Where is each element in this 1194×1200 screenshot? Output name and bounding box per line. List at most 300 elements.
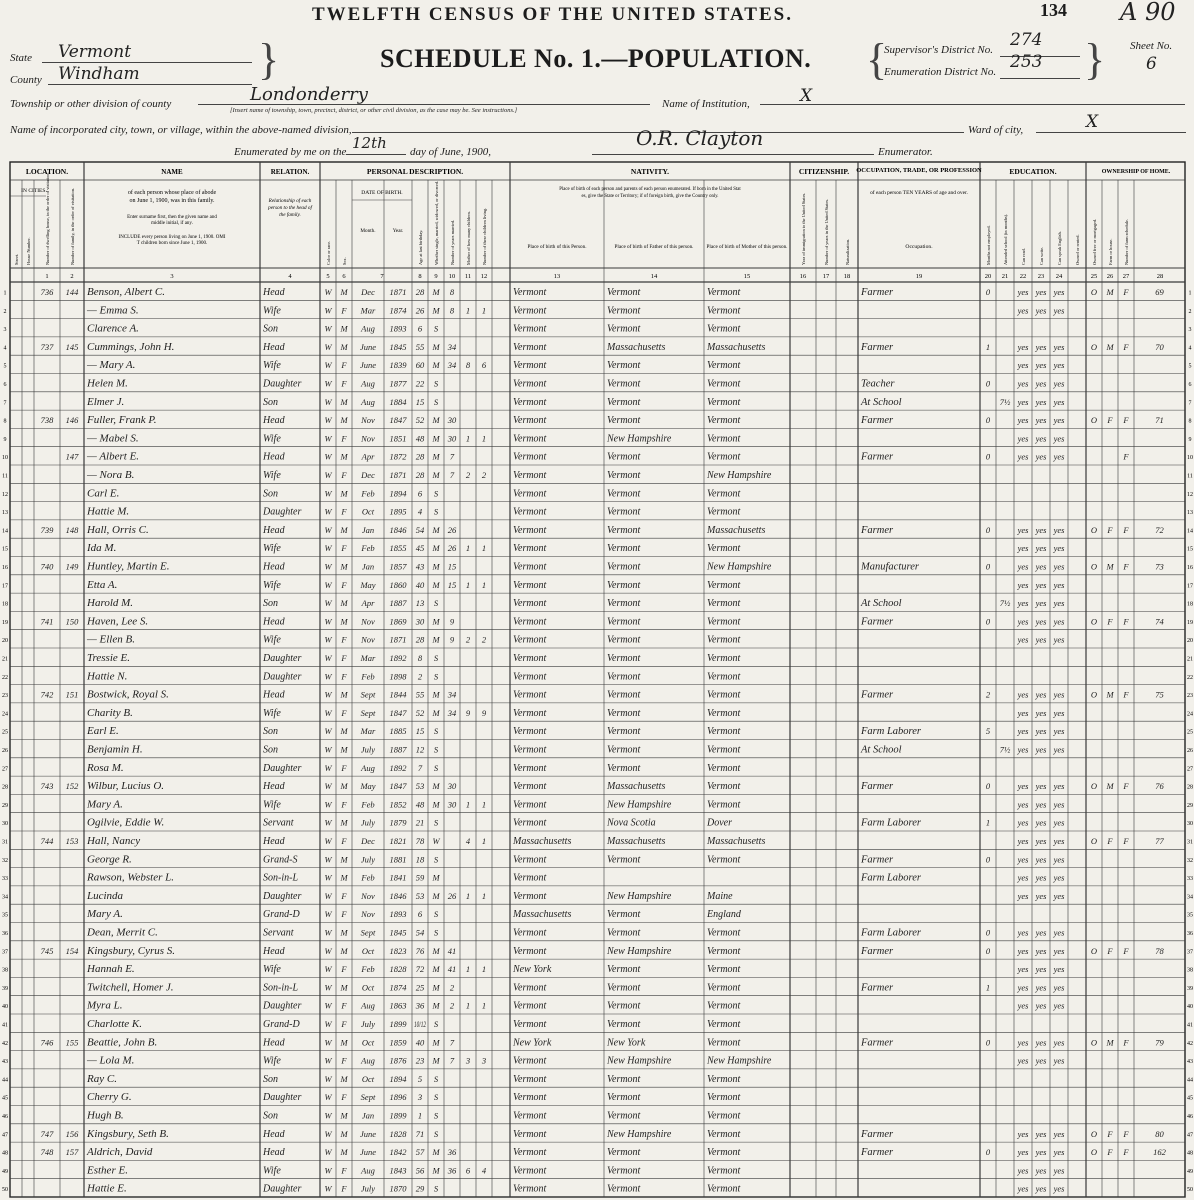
cell-sex: M [340,927,348,938]
cell-rel: Wife [263,543,281,555]
cell-dw: 736 [40,287,54,297]
cell-mar: M [432,634,440,645]
table-row [86,927,1065,939]
cell-en: yes [1053,744,1065,755]
row-number-right: 9 [1188,436,1192,443]
table-row [86,908,742,920]
cell-occ: Farmer [861,524,894,536]
cell-ym: 30 [447,781,457,792]
header-immigration: Year of immigration to the United States. [801,192,806,265]
cell-yr: 1899 [389,1019,407,1029]
cell-rel: Wife [263,634,281,646]
name-note-2b: T children born since June 1, 1900. [136,241,208,246]
cell-fm: M [1106,689,1114,700]
cell-mar: M [432,982,440,993]
cell-fh: F [1123,561,1129,572]
cell-wr: yes [1035,543,1047,554]
row-number-left: 42 [2,1040,8,1047]
cell-ch: 8 [465,360,471,371]
cell-wr: yes [1035,726,1047,737]
cell-mon: Feb [361,671,375,682]
cell-en: yes [1053,396,1065,407]
cell-rd: yes [1017,433,1029,444]
cell-yr: 1874 [389,982,407,993]
cell-fs: 74 [1155,616,1164,627]
cell-ym: 7 [449,470,455,480]
enumerated-label: Enumerated by me on the [234,146,347,158]
table-frame [10,162,1185,1197]
cell-mu: 0 [985,927,991,938]
cell-cl: 1 [481,433,487,444]
cell-pob: Vermont [513,1183,547,1195]
cell-mpob: Vermont [707,781,741,793]
cell-mar: M [432,561,440,572]
cell-fh: F [1123,689,1129,700]
cell-rd: yes [1017,799,1029,810]
cell-mar: S [433,1092,439,1103]
cell-sex: F [341,1165,347,1176]
page-letter: A 90 [1120,0,1176,26]
cell-ch: 1 [465,305,471,316]
cell-fpob: Vermont [607,415,641,427]
cell-fpob: Vermont [607,854,641,866]
cell-rd: yes [1017,945,1029,956]
cell-en: yes [1053,1128,1065,1139]
cell-mar: S [433,762,439,773]
cell-name: Clarence A. [87,322,139,335]
cell-sex: M [340,488,348,499]
row-number-left: 34 [2,894,8,901]
cell-mpob: England [707,909,741,921]
cell-occ: Farm Laborer [861,872,921,884]
column-number: 11 [464,273,472,280]
cell-col: W [324,1073,332,1084]
cell-sex: M [340,524,348,535]
cell-fm: F [1107,616,1113,627]
cell-ym: 15 [447,561,457,572]
cell-pob: Vermont [513,488,547,500]
cell-age: 48 [415,799,425,810]
row-number-left: 35 [2,912,8,919]
cell-rel: Wife [263,579,281,591]
cell-rel: Son [263,1073,278,1085]
column-number: 17 [822,273,830,280]
cell-sex: F [341,579,347,590]
cell-mar: M [432,360,440,371]
cell-sex: M [340,982,348,993]
cell-fpob: New York [607,1037,646,1049]
cell-name: Ida M. [87,542,117,555]
row-number-right: 38 [1187,967,1193,974]
cell-name: Wilbur, Lucius O. [87,780,165,793]
cell-mar: S [433,744,439,755]
cell-occ: Farmer [861,451,894,463]
cell-rd: yes [1017,341,1029,352]
cell-mon: Sept [360,689,376,700]
cell-age: 40 [415,579,425,590]
cell-occ: Farmer [861,945,894,957]
row-number-left: 48 [2,1150,8,1157]
name-desc-2: on June 1, 1900, was in this family. [129,198,215,204]
table-row [41,414,1164,426]
relation-desc-0: Relationship of each [268,198,312,204]
column-number: 8 [418,273,422,280]
cell-mu: 1 [985,817,991,828]
cell-pob: Vermont [513,762,547,774]
cell-occ: Manufacturer [861,561,919,573]
cell-col: W [324,488,332,499]
cell-fpob: Vermont [607,488,641,500]
cell-mon: Oct [361,982,375,993]
cell-wr: yes [1035,287,1047,297]
cell-mon: July [360,1019,376,1029]
cell-fpob: Vermont [607,1092,641,1104]
cell-occ: Farmer [861,1128,894,1140]
cell-pob: Vermont [513,360,547,372]
cell-fs: 77 [1155,836,1164,846]
cell-mpob: Vermont [707,726,741,738]
cell-name: Hall, Orris C. [87,523,149,536]
cell-col: W [324,671,332,682]
row-number-left: 18 [2,601,8,608]
pob-mother-header: Place of birth of Mother of this person. [706,244,788,250]
cell-wr: yes [1035,1000,1047,1011]
table-row [87,817,1065,829]
cell-ym: 9 [449,634,455,645]
cell-rd: yes [1017,1000,1029,1011]
header-can-write: Can write. [1039,246,1044,265]
cell-wr: yes [1035,817,1047,828]
state-value: Vermont [58,42,132,62]
cell-age: 12 [415,744,425,755]
cell-name: Ray C. [87,1072,117,1085]
cell-pob: Vermont [513,524,547,536]
cell-name: Earl E. [87,725,119,738]
cell-col: W [324,378,332,389]
row-number-left: 43 [2,1059,8,1066]
cell-age: 8 [417,653,423,663]
column-number: 2 [70,273,74,280]
cell-pob: Vermont [513,671,547,683]
cell-fm: F [1107,524,1113,535]
cell-yr: 1879 [389,817,407,828]
cell-pob: Vermont [513,872,547,884]
row-number-left: 19 [2,619,8,626]
cell-pob: Vermont [513,689,547,701]
cell-mar: S [433,598,439,609]
cell-yr: 1876 [389,1055,407,1066]
cell-rel: Daughter [263,762,302,774]
cell-mar: S [433,909,439,920]
cell-ym: 36 [447,1165,457,1176]
row-number-right: 36 [1187,931,1193,937]
cell-mpob: Vermont [707,762,741,774]
cell-mar: M [432,433,440,444]
cell-mpob: Vermont [707,1165,741,1177]
cell-fam: 157 [65,1147,79,1158]
enumerator-label: Enumerator. [878,146,933,158]
cell-pob: Vermont [513,470,547,481]
header-brace-left: } [258,35,280,84]
cell-mar: S [433,506,439,517]
cell-name: Myra L. [87,999,123,1012]
cell-mar: M [432,781,440,792]
cell-own: O [1090,781,1098,792]
cell-mpob: New Hampshire [707,470,772,481]
cell-rd: yes [1017,689,1029,700]
sheet-label: Sheet No. [1130,40,1173,52]
cell-mar: M [432,287,440,297]
cell-fh: F [1123,836,1129,846]
row-number-left: 33 [2,876,8,883]
cell-en: yes [1053,1037,1065,1048]
cell-rel: Daughter [263,1183,302,1195]
sheet-value: 6 [1146,54,1157,74]
cell-mar: S [433,817,439,828]
cell-pob: Vermont [513,378,547,390]
cell-occ: Farmer [861,616,894,628]
name-note-2a: INCLUDE every person living on June 1, 1900. OMI [118,235,226,240]
cell-name: Hannah E. [87,963,135,976]
cell-col: W [324,781,332,792]
cell-rd: yes [1017,927,1029,938]
cell-name: Kingsbury, Cyrus S. [87,944,176,957]
cell-mar: S [433,323,439,334]
month-header: Month. [360,228,376,234]
row-number-left: 44 [2,1077,8,1084]
row-number-right: 34 [1187,894,1193,901]
cell-pob: Vermont [513,616,547,628]
cell-wr: yes [1035,451,1047,462]
cell-pob: Massachusetts [513,836,572,847]
table-row [86,506,741,518]
cell-yr: 1892 [389,653,407,663]
row-number-left: 14 [2,528,8,535]
row-number-left: 4 [3,345,7,352]
row-number-right: 21 [1187,656,1193,663]
cell-pob: Vermont [513,744,547,756]
cell-wr: yes [1035,561,1047,572]
cell-mpob: Vermont [707,451,741,463]
name-note-1a: Enter surname first, then the given name and [127,215,217,220]
cell-fpob: Vermont [607,305,641,317]
cell-fpob: Vermont [607,360,641,372]
cell-col: W [324,561,332,572]
cell-sex: M [340,616,348,627]
header-farm-house: Farm or house. [1108,238,1113,265]
cell-rel: Son [263,598,278,610]
cell-wr: yes [1035,1183,1047,1194]
cell-fpob: Vermont [607,287,641,298]
cell-mpob: Vermont [707,616,741,628]
cell-mpob: Vermont [707,287,741,298]
cell-age: 78 [415,836,425,846]
township-note: [Insert name of township, town, precinct, district, or other civil division, as the case may be. See instructions.] [230,107,518,114]
group-citizenship: CITIZENSHIP. [798,167,850,176]
cell-yr: 1893 [389,909,407,920]
cell-pob: Vermont [513,561,547,573]
row-number-left: 1 [3,290,7,297]
cell-sex: F [341,305,347,316]
cell-age: 54 [415,927,425,938]
row-number-left: 49 [2,1168,8,1175]
cell-fs: 72 [1155,524,1164,535]
cell-mon: Jan [361,1110,375,1121]
column-number: 9 [434,273,438,280]
cell-wr: yes [1035,1147,1047,1158]
cell-pob: Vermont [513,1073,547,1085]
row-number-right: 46 [1187,1114,1193,1120]
row-number-right: 3 [1188,327,1192,334]
column-number: 16 [799,273,807,280]
cell-pob: Vermont [513,415,547,427]
group-nativity: NATIVITY. [630,167,670,176]
cell-name: George R. [87,853,132,866]
table-row [86,963,1065,975]
page-number: 134 [1040,0,1067,20]
cell-mon: Aug [361,323,375,334]
cell-ch: 2 [465,470,471,480]
cell-mpob: Massachusetts [707,524,766,536]
table-row [86,1164,1065,1176]
cell-ym: 30 [447,433,457,444]
cell-age: 28 [415,287,425,297]
cell-ym: 7 [449,1037,455,1048]
cell-en: yes [1053,378,1065,389]
cell-fpob: Vermont [607,524,641,536]
cell-age: 71 [415,1128,425,1139]
cell-mon: Feb [361,872,375,883]
cell-sex: M [340,1110,348,1121]
cell-mar: S [433,488,439,499]
cell-mar: M [432,616,440,627]
cell-mon: May [360,579,376,590]
cell-age: 53 [415,890,425,901]
cell-mar: M [432,890,440,901]
cell-wr: yes [1035,707,1047,718]
cell-mon: Dec [361,836,375,846]
cell-rd: yes [1017,726,1029,737]
cell-rd: yes [1017,524,1029,535]
cell-fpob: Vermont [607,396,641,408]
cell-sex: M [340,872,348,883]
cell-dw: 740 [40,561,54,572]
cell-col: W [324,653,332,663]
cell-en: yes [1053,799,1065,810]
group-education: EDUCATION. [1009,167,1057,176]
cell-rel: Servant [263,817,294,829]
cell-age: 54 [415,524,425,535]
cell-fpob: Vermont [607,909,641,921]
cell-dw: 744 [40,836,54,846]
cell-yr: 1828 [389,1128,407,1139]
cell-mu: 2 [985,689,991,700]
pob-father-header: Place of birth of Father of this person. [614,244,694,250]
cell-age: 76 [415,945,425,956]
cell-mar: M [432,1055,440,1066]
cell-mar: M [432,689,440,700]
cell-pob: Vermont [513,781,547,793]
cell-age: 52 [415,415,425,426]
cell-ym: 30 [447,799,457,810]
cell-pob: Vermont [513,543,547,555]
cell-name: Lucinda [87,889,124,902]
cell-name: — Lola M. [87,1054,135,1067]
table-row [41,689,1164,701]
cell-yr: 1895 [389,506,407,517]
cell-mon: Apr [361,451,375,462]
cell-rd: yes [1017,598,1029,609]
cell-pob: Vermont [513,323,547,335]
cell-rel: Wife [263,433,281,445]
row-number-right: 47 [1187,1132,1193,1139]
cell-mu: 0 [985,781,991,792]
cell-sex: M [340,287,348,297]
column-number: 6 [342,273,346,280]
cell-ch: 1 [465,1000,471,1011]
cell-yr: 1898 [389,671,407,682]
cell-fpob: Massachusetts [607,341,666,353]
header-free-mortgaged: Owned free or mortgaged. [1092,218,1097,265]
cell-pob: Vermont [513,451,547,463]
cell-fpob: Vermont [607,1000,641,1012]
cell-yr: 1847 [389,781,407,792]
cell-rd: yes [1017,744,1029,755]
cell-ym: 41 [447,945,457,956]
cell-sex: M [340,396,348,407]
cell-fs: 79 [1155,1037,1164,1048]
cell-sex: F [341,799,347,810]
cell-en: yes [1053,634,1065,645]
group-occupation: OCCUPATION, TRADE, OR PROFESSION [856,167,982,174]
institution-label: Name of Institution, [662,98,750,110]
cell-rd: yes [1017,634,1029,645]
cell-wr: yes [1035,689,1047,700]
cell-rd: yes [1017,982,1029,993]
row-number-left: 25 [2,729,8,736]
cell-yr: 1847 [389,415,407,426]
cell-sex: M [340,781,348,792]
row-number-left: 10 [2,455,8,462]
column-number: 28 [1156,273,1164,280]
cell-fpob: Vermont [607,598,641,610]
cell-rel: Son [263,323,278,335]
table-row [87,707,1065,719]
cell-mpob: Vermont [707,579,741,591]
cell-occ: Farmer [861,781,894,793]
cell-own: O [1090,524,1098,535]
cell-age: 15 [415,396,425,407]
cell-mu: 0 [985,561,991,572]
cell-name: Tressie E. [87,652,130,664]
cell-rel: Grand-D [263,1019,300,1030]
row-number-right: 39 [1187,985,1193,992]
row-number-left: 16 [2,565,8,571]
row-number-left: 32 [2,857,8,864]
cell-mon: Mar [360,305,376,316]
row-number-right: 50 [1187,1187,1193,1194]
cell-rel: Wife [263,964,281,976]
nativity-desc-2: es, give the State or Territory; if of foreign birth, give the Country only. [581,194,719,199]
cell-mon: Sept [360,927,376,938]
cell-pob: Vermont [513,982,547,994]
row-number-right: 22 [1187,674,1193,681]
cell-en: yes [1053,1165,1065,1176]
cell-col: W [324,323,332,334]
cell-fpob: Vermont [607,689,641,701]
cell-mu: 0 [985,415,991,426]
cell-fm: M [1106,1037,1114,1048]
